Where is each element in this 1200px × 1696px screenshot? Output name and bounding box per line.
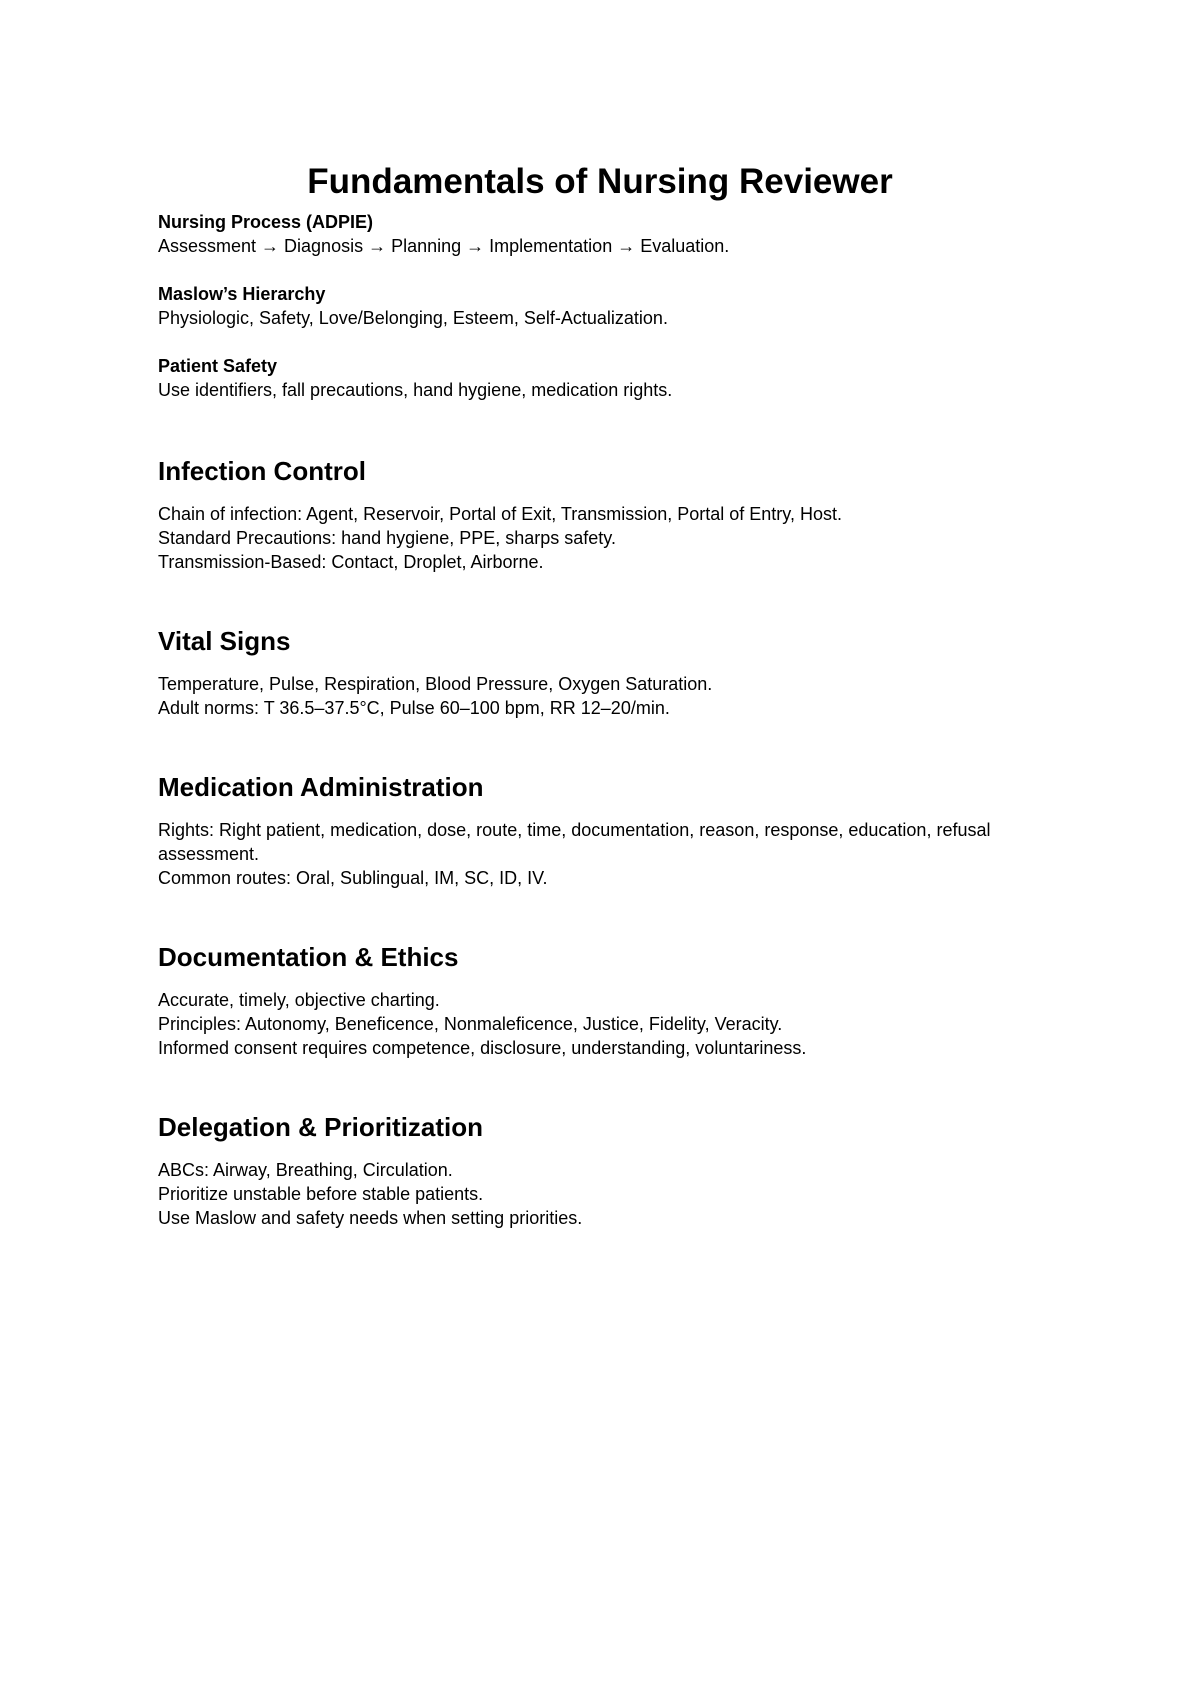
section-line: ABCs: Airway, Breathing, Circulation. (158, 1160, 453, 1180)
section-documentation-ethics (158, 940, 1058, 1060)
section-heading: Documentation & Ethics (158, 942, 459, 972)
intro-heading: Nursing Process (ADPIE) (158, 212, 374, 232)
section-vital-signs (158, 624, 1058, 720)
section-line: Adult norms: T 36.5–37.5°C, Pulse 60–100 bpm, RR 12–20/min. (158, 698, 670, 718)
section-line: Standard Precautions: hand hygiene, PPE, sharps safety. (158, 528, 616, 548)
section-line: Use Maslow and safety needs when setting priorities. (158, 1208, 583, 1228)
section-line: Rights: Right patient, medication, dose, route, time, documentation, reason, response, education, refusal assessment. (158, 820, 991, 864)
intro-nursing-process (158, 210, 1058, 258)
section-heading: Vital Signs (158, 626, 291, 656)
section-heading: Medication Administration (158, 772, 484, 802)
section-line: Temperature, Pulse, Respiration, Blood Pressure, Oxygen Saturation. (158, 674, 713, 694)
intro-heading: Maslow’s Hierarchy (158, 284, 326, 304)
intro-text: Use identifiers, fall precautions, hand hygiene, medication rights. (158, 380, 673, 400)
section-infection-control (158, 454, 1058, 574)
section-heading: Delegation & Prioritization (158, 1112, 484, 1142)
section-heading: Infection Control (158, 456, 366, 486)
intro-maslow (158, 282, 1058, 330)
intro-heading: Patient Safety (158, 356, 278, 376)
section-line: Principles: Autonomy, Beneficence, Nonmaleficence, Justice, Fidelity, Veracity. (158, 1014, 783, 1034)
section-line: Common routes: Oral, Sublingual, IM, SC, ID, IV. (158, 868, 548, 888)
section-line: Accurate, timely, objective charting. (158, 990, 440, 1010)
document-title: Fundamentals of Nursing Reviewer (307, 162, 893, 201)
intro-text: Assessment → Diagnosis → Planning → Implementation → Evaluation. (158, 236, 730, 256)
document-body (158, 158, 1058, 1228)
intro-block (158, 210, 1058, 402)
section-line: Prioritize unstable before stable patients. (158, 1184, 484, 1204)
section-medication-administration (158, 770, 1058, 890)
section-line: Transmission-Based: Contact, Droplet, Airborne. (158, 552, 544, 572)
intro-text: Physiologic, Safety, Love/Belonging, Esteem, Self-Actualization. (158, 308, 668, 328)
section-delegation-prioritization (158, 1110, 1058, 1230)
section-line: Chain of infection: Agent, Reservoir, Portal of Exit, Transmission, Portal of Entry, Host. (158, 504, 842, 524)
section-line: Informed consent requires competence, disclosure, understanding, voluntariness. (158, 1038, 807, 1058)
intro-patient-safety (158, 354, 1058, 402)
